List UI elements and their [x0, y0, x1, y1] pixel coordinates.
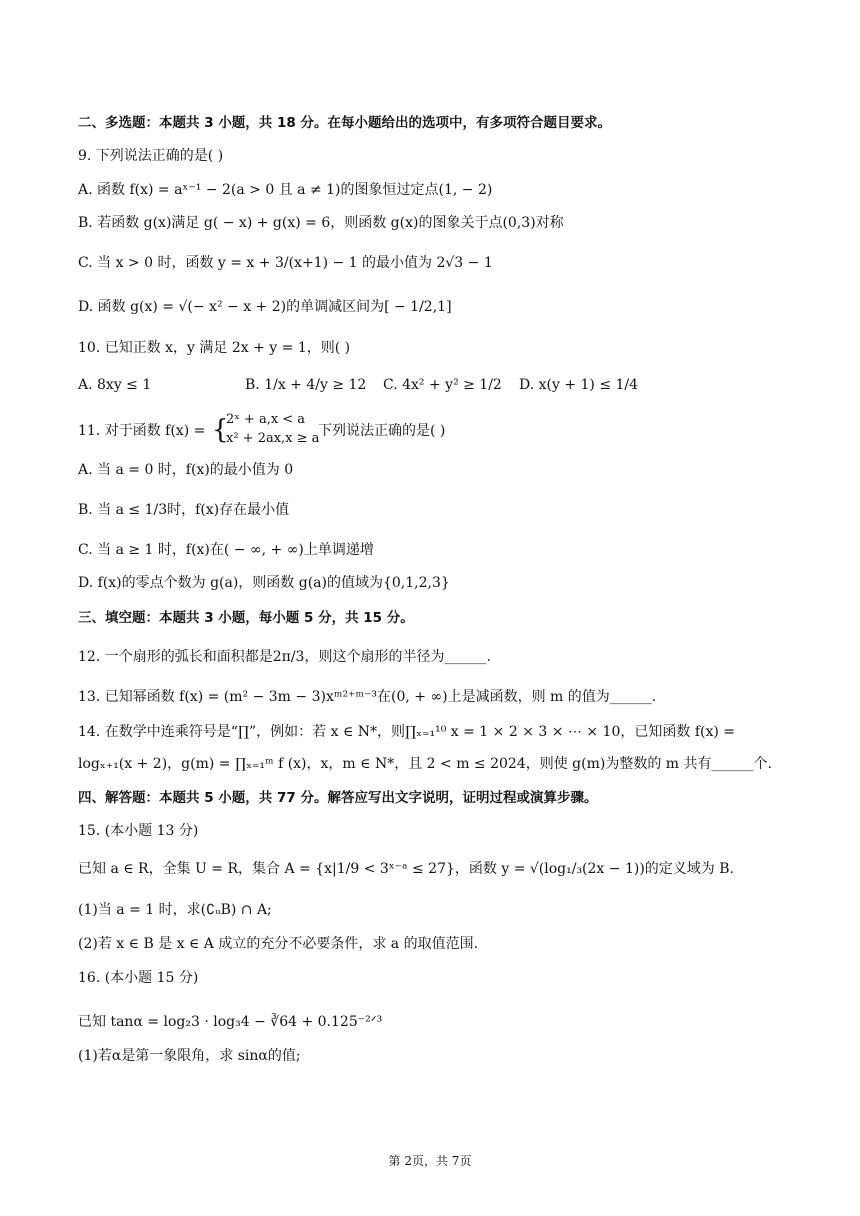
- q11-case-1: 2ˣ + a,x < a: [226, 412, 306, 427]
- q12-text: 12. 一个扇形的弧长和面积都是2π/3，则这个扇形的半径为______.: [78, 649, 491, 665]
- q9-option-a: A. 函数 f(x) = aˣ⁻¹ − 2(a > 0 且 a ≠ 1)的图象恒过定点(1, − 2): [78, 182, 493, 198]
- q16-title: 16. (本小题 15 分): [78, 970, 199, 986]
- section-heading-multiple-choice: 二、多选题：本题共 3 小题，共 18 分。在每小题给出的选项中，有多项符合题目要求。: [78, 115, 611, 131]
- q9-option-d: D. 函数 g(x) = √(− x² − x + 2)的单调减区间为[ − 1/2,1]: [78, 299, 452, 315]
- q10-option-c: C. 4x² + y² ≥ 1/2: [383, 377, 502, 393]
- q10-stem: 10. 已知正数 x，y 满足 2x + y = 1，则( ): [78, 340, 351, 356]
- q11-option-c: C. 当 a ≥ 1 时，f(x)在( − ∞, + ∞)上单调递增: [78, 542, 374, 558]
- q16-stem: 已知 tanα = log₂3 · log₃4 − ∛64 + 0.125⁻²ᐟ³: [78, 1014, 383, 1030]
- q15-part-2: (2)若 x ∈ B 是 x ∈ A 成立的充分不必要条件，求 a 的取值范围.: [78, 936, 479, 952]
- page-footer: 第 2页，共 7页: [388, 1154, 472, 1168]
- q9-stem: 9. 下列说法正确的是( ): [78, 148, 224, 164]
- q13-text: 13. 已知幂函数 f(x) = (m² − 3m − 3)xᵐ²⁺ᵐ⁻³在(0, + ∞)上是减函数，则 m 的值为______.: [78, 689, 657, 705]
- q9-option-c: C. 当 x > 0 时，函数 y = x + 3/(x+1) − 1 的最小值为 2√3 − 1: [78, 255, 493, 271]
- section-heading-solutions: 四、解答题：本题共 5 小题，共 77 分。解答应写出文字说明，证明过程或演算步骤。: [78, 790, 598, 806]
- q14-line-2: logₓ₊₁(x + 2)，g(m) = ∏ₓ₌₁ᵐ f (x)，x，m ∈ N*，且 2 < m ≤ 2024，则使 g(m)为整数的 m 共有______个.: [78, 756, 772, 772]
- q14-line-1: 14. 在数学中连乘符号是“∏”，例如：若 x ∈ N*，则∏ₓ₌₁¹⁰ x = 1 × 2 × 3 × ⋯ × 10，已知函数 f(x) =: [78, 724, 736, 740]
- q10-option-a: A. 8xy ≤ 1: [78, 377, 152, 393]
- q15-part-1: (1)当 a = 1 时，求(∁ᵤB) ∩ A;: [78, 902, 272, 918]
- section-heading-fill-in: 三、填空题：本题共 3 小题，每小题 5 分，共 15 分。: [78, 610, 414, 626]
- q11-option-d: D. f(x)的零点个数为 g(a)，则函数 g(a)的值域为{0,1,2,3}: [78, 575, 450, 591]
- q11-option-b: B. 当 a ≤ 1/3时，f(x)存在最小值: [78, 502, 290, 518]
- q15-stem: 已知 a ∈ R，全集 U = R，集合 A = {x|1/9 < 3ˣ⁻ᵃ ≤ 27}，函数 y = √(log₁/₃(2x − 1))的定义域为 B.: [78, 861, 734, 877]
- q11-piecewise-brace: {: [212, 415, 229, 445]
- q11-option-a: A. 当 a = 0 时，f(x)的最小值为 0: [78, 462, 294, 478]
- q16-part-1: (1)若α是第一象限角，求 sinα的值;: [78, 1048, 301, 1064]
- q15-title: 15. (本小题 13 分): [78, 823, 199, 839]
- q11-stem-prefix: 11. 对于函数 f(x) =: [78, 423, 206, 439]
- q11-case-2: x² + 2ax,x ≥ a: [226, 431, 320, 446]
- q10-option-d: D. x(y + 1) ≤ 1/4: [519, 377, 639, 393]
- q10-option-b: B. 1/x + 4/y ≥ 12: [245, 377, 367, 393]
- q11-stem-suffix: 下列说法正确的是( ): [318, 423, 446, 439]
- q9-option-b: B. 若函数 g(x)满足 g( − x) + g(x) = 6，则函数 g(x)的图象关于点(0,3)对称: [78, 215, 564, 231]
